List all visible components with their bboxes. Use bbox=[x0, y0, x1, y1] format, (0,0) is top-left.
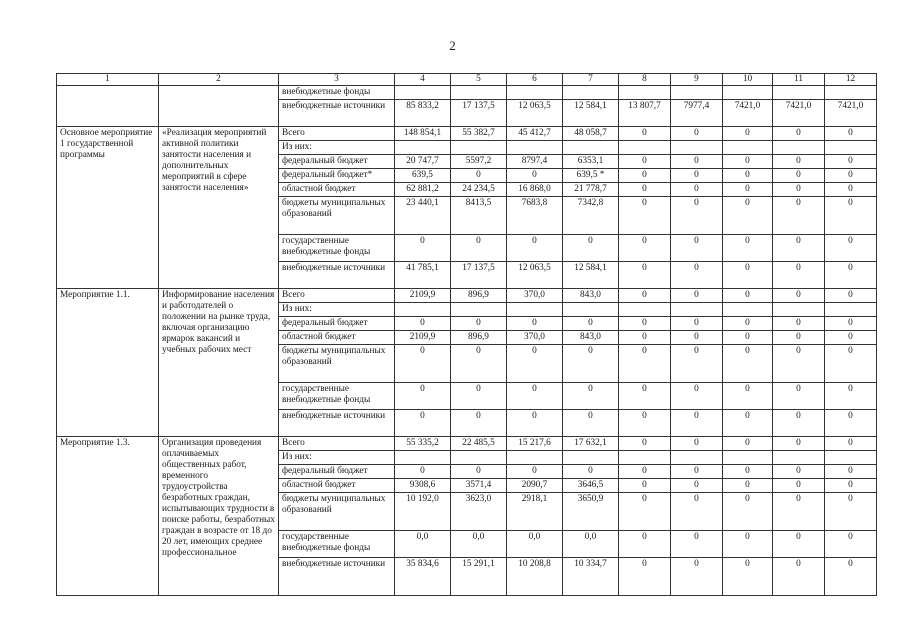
amount-cell: 0 bbox=[825, 410, 877, 437]
amount-cell: 3650,9 bbox=[563, 493, 619, 531]
amount-cell: 0 bbox=[395, 235, 451, 262]
amount-cell: 0 bbox=[671, 317, 723, 331]
amount-cell: 0 bbox=[723, 479, 773, 493]
funding-source: Всего bbox=[279, 437, 395, 451]
amount-cell: 0 bbox=[825, 197, 877, 235]
amount-cell: 48 058,7 bbox=[563, 127, 619, 141]
funding-source: внебюджетные источники bbox=[279, 100, 395, 127]
amount-cell: 0,0 bbox=[395, 531, 451, 558]
amount-cell: 23 440,1 bbox=[395, 197, 451, 235]
amount-cell: 0 bbox=[773, 289, 825, 303]
funding-source: федеральный бюджет* bbox=[279, 169, 395, 183]
amount-cell: 0 bbox=[507, 345, 563, 383]
amount-cell bbox=[773, 141, 825, 155]
activity-description: Организация проведения оплачиваемых общественных работ, временного трудоустройства безработных граждан, испытывающих трудности в поиске работы, безработных граждан в возрасте от 18 до 20 лет, имеющих среднее профессиональное bbox=[159, 437, 279, 596]
amount-cell: 0 bbox=[825, 558, 877, 596]
amount-cell: 0 bbox=[773, 127, 825, 141]
amount-cell: 0 bbox=[773, 262, 825, 289]
amount-cell: 0 bbox=[619, 531, 671, 558]
amount-cell: 0 bbox=[671, 183, 723, 197]
column-number: 2 bbox=[159, 74, 279, 86]
amount-cell: 0 bbox=[723, 289, 773, 303]
amount-cell: 0 bbox=[507, 465, 563, 479]
amount-cell: 0 bbox=[773, 437, 825, 451]
amount-cell: 370,0 bbox=[507, 331, 563, 345]
amount-cell: 0 bbox=[671, 169, 723, 183]
amount-cell: 12 584,1 bbox=[563, 262, 619, 289]
amount-cell bbox=[825, 303, 877, 317]
amount-cell: 10 334,7 bbox=[563, 558, 619, 596]
amount-cell: 639,5 bbox=[395, 169, 451, 183]
amount-cell: 0 bbox=[825, 235, 877, 262]
amount-cell bbox=[773, 86, 825, 100]
column-number: 3 bbox=[279, 74, 395, 86]
amount-cell: 0 bbox=[723, 493, 773, 531]
amount-cell: 0 bbox=[723, 558, 773, 596]
amount-cell: 0 bbox=[395, 317, 451, 331]
column-number: 11 bbox=[773, 74, 825, 86]
funding-source: Всего bbox=[279, 127, 395, 141]
amount-cell: 24 234,5 bbox=[451, 183, 507, 197]
amount-cell: 55 335,2 bbox=[395, 437, 451, 451]
amount-cell: 0 bbox=[563, 235, 619, 262]
amount-cell: 0 bbox=[723, 317, 773, 331]
funding-source: федеральный бюджет bbox=[279, 317, 395, 331]
budget-table bbox=[56, 73, 877, 596]
amount-cell: 17 632,1 bbox=[563, 437, 619, 451]
amount-cell bbox=[395, 86, 451, 100]
amount-cell: 0 bbox=[825, 383, 877, 410]
amount-cell: 0 bbox=[723, 169, 773, 183]
amount-cell: 0 bbox=[671, 289, 723, 303]
amount-cell: 0 bbox=[773, 235, 825, 262]
amount-cell: 0 bbox=[671, 558, 723, 596]
amount-cell: 0 bbox=[723, 383, 773, 410]
funding-source: федеральный бюджет bbox=[279, 465, 395, 479]
amount-cell bbox=[451, 303, 507, 317]
funding-source: бюджеты муниципальных образований bbox=[279, 493, 395, 531]
amount-cell: 16 868,0 bbox=[507, 183, 563, 197]
amount-cell bbox=[507, 451, 563, 465]
amount-cell: 0 bbox=[773, 465, 825, 479]
amount-cell: 0 bbox=[619, 383, 671, 410]
amount-cell: 0 bbox=[619, 235, 671, 262]
amount-cell bbox=[619, 303, 671, 317]
column-number: 5 bbox=[451, 74, 507, 86]
amount-cell: 0 bbox=[773, 197, 825, 235]
amount-cell bbox=[507, 86, 563, 100]
amount-cell: 0 bbox=[723, 437, 773, 451]
column-number: 10 bbox=[723, 74, 773, 86]
amount-cell: 7421,0 bbox=[825, 100, 877, 127]
amount-cell: 20 747,7 bbox=[395, 155, 451, 169]
amount-cell: 0 bbox=[563, 465, 619, 479]
amount-cell: 7342,8 bbox=[563, 197, 619, 235]
amount-cell: 0 bbox=[395, 410, 451, 437]
amount-cell: 0 bbox=[671, 262, 723, 289]
funding-source: бюджеты муниципальных образований bbox=[279, 345, 395, 383]
funding-source: внебюджетные источники bbox=[279, 558, 395, 596]
amount-cell: 0 bbox=[723, 235, 773, 262]
amount-cell: 3571,4 bbox=[451, 479, 507, 493]
funding-source: внебюджетные фонды bbox=[279, 86, 395, 100]
amount-cell: 0 bbox=[563, 383, 619, 410]
amount-cell: 0 bbox=[619, 410, 671, 437]
amount-cell: 0 bbox=[671, 479, 723, 493]
amount-cell: 17 137,5 bbox=[451, 100, 507, 127]
amount-cell: 0 bbox=[723, 262, 773, 289]
amount-cell bbox=[671, 451, 723, 465]
amount-cell bbox=[395, 141, 451, 155]
amount-cell: 15 217,6 bbox=[507, 437, 563, 451]
amount-cell: 0 bbox=[671, 531, 723, 558]
amount-cell: 22 485,5 bbox=[451, 437, 507, 451]
amount-cell bbox=[507, 303, 563, 317]
amount-cell: 0 bbox=[619, 127, 671, 141]
amount-cell: 0 bbox=[619, 493, 671, 531]
amount-cell: 0 bbox=[619, 558, 671, 596]
amount-cell: 0 bbox=[773, 331, 825, 345]
column-number: 1 bbox=[57, 74, 159, 86]
amount-cell: 0 bbox=[773, 155, 825, 169]
amount-cell: 2090,7 bbox=[507, 479, 563, 493]
amount-cell: 0 bbox=[507, 235, 563, 262]
amount-cell: 7421,0 bbox=[773, 100, 825, 127]
amount-cell: 0 bbox=[395, 383, 451, 410]
amount-cell: 843,0 bbox=[563, 331, 619, 345]
amount-cell: 7683,8 bbox=[507, 197, 563, 235]
amount-cell: 0 bbox=[507, 169, 563, 183]
amount-cell: 0 bbox=[671, 465, 723, 479]
amount-cell: 0 bbox=[825, 289, 877, 303]
activity-description: «Реализация мероприятий активной политики занятости населения и дополнительных мероприятий в сфере занятости населения» bbox=[159, 127, 279, 289]
amount-cell: 0 bbox=[451, 345, 507, 383]
amount-cell: 7421,0 bbox=[723, 100, 773, 127]
amount-cell: 55 382,7 bbox=[451, 127, 507, 141]
amount-cell: 0 bbox=[723, 183, 773, 197]
amount-cell: 0 bbox=[619, 169, 671, 183]
amount-cell: 0 bbox=[563, 410, 619, 437]
amount-cell: 0 bbox=[507, 317, 563, 331]
column-number: 12 bbox=[825, 74, 877, 86]
amount-cell: 0 bbox=[451, 317, 507, 331]
table-body bbox=[57, 86, 877, 596]
funding-source: внебюджетные источники bbox=[279, 262, 395, 289]
amount-cell: 148 854,1 bbox=[395, 127, 451, 141]
amount-cell bbox=[507, 141, 563, 155]
amount-cell: 0 bbox=[773, 169, 825, 183]
amount-cell: 8797,4 bbox=[507, 155, 563, 169]
activity-name bbox=[57, 86, 159, 127]
amount-cell: 896,9 bbox=[451, 289, 507, 303]
amount-cell bbox=[619, 451, 671, 465]
amount-cell bbox=[723, 451, 773, 465]
amount-cell: 896,9 bbox=[451, 331, 507, 345]
funding-source: федеральный бюджет bbox=[279, 155, 395, 169]
amount-cell: 0 bbox=[773, 479, 825, 493]
amount-cell: 12 063,5 bbox=[507, 100, 563, 127]
amount-cell: 0 bbox=[619, 183, 671, 197]
amount-cell: 0 bbox=[773, 317, 825, 331]
amount-cell: 41 785,1 bbox=[395, 262, 451, 289]
column-number: 9 bbox=[671, 74, 723, 86]
amount-cell: 8413,5 bbox=[451, 197, 507, 235]
amount-cell bbox=[563, 303, 619, 317]
amount-cell bbox=[451, 451, 507, 465]
amount-cell: 17 137,5 bbox=[451, 262, 507, 289]
amount-cell: 0 bbox=[395, 465, 451, 479]
amount-cell: 62 881,2 bbox=[395, 183, 451, 197]
funding-source: Из них: bbox=[279, 303, 395, 317]
amount-cell: 0 bbox=[723, 127, 773, 141]
amount-cell: 370,0 bbox=[507, 289, 563, 303]
activity-name: Мероприятие 1.3. bbox=[57, 437, 159, 596]
table-row bbox=[57, 127, 877, 141]
amount-cell: 0 bbox=[773, 383, 825, 410]
amount-cell bbox=[395, 303, 451, 317]
amount-cell: 5597,2 bbox=[451, 155, 507, 169]
amount-cell: 3623,0 bbox=[451, 493, 507, 531]
amount-cell: 6353,1 bbox=[563, 155, 619, 169]
funding-source: государственные внебюджетные фонды bbox=[279, 531, 395, 558]
funding-source: областной бюджет bbox=[279, 183, 395, 197]
amount-cell bbox=[451, 141, 507, 155]
funding-source: Из них: bbox=[279, 451, 395, 465]
amount-cell: 0 bbox=[619, 465, 671, 479]
funding-source: Всего bbox=[279, 289, 395, 303]
amount-cell: 0 bbox=[619, 262, 671, 289]
amount-cell: 0 bbox=[723, 345, 773, 383]
amount-cell: 0 bbox=[671, 383, 723, 410]
amount-cell: 0 bbox=[825, 437, 877, 451]
amount-cell: 843,0 bbox=[563, 289, 619, 303]
amount-cell bbox=[723, 303, 773, 317]
amount-cell: 0 bbox=[451, 465, 507, 479]
activity-description: Информирование населения и работодателей о положении на рынке труда, включая организацию ярмарок вакансий и учебных рабочих мест bbox=[159, 289, 279, 437]
amount-cell: 0 bbox=[619, 479, 671, 493]
table-row bbox=[57, 289, 877, 303]
amount-cell: 0 bbox=[723, 197, 773, 235]
funding-source: Из них: bbox=[279, 141, 395, 155]
amount-cell: 12 584,1 bbox=[563, 100, 619, 127]
amount-cell: 0 bbox=[723, 465, 773, 479]
amount-cell bbox=[563, 141, 619, 155]
amount-cell: 0 bbox=[619, 437, 671, 451]
amount-cell: 3646,5 bbox=[563, 479, 619, 493]
amount-cell: 0 bbox=[825, 331, 877, 345]
amount-cell: 0 bbox=[773, 531, 825, 558]
amount-cell: 0 bbox=[563, 317, 619, 331]
column-number: 4 bbox=[395, 74, 451, 86]
amount-cell: 0 bbox=[773, 345, 825, 383]
amount-cell: 0 bbox=[619, 331, 671, 345]
amount-cell: 0 bbox=[773, 493, 825, 531]
amount-cell: 0,0 bbox=[563, 531, 619, 558]
amount-cell bbox=[619, 141, 671, 155]
funding-source: государственные внебюджетные фонды bbox=[279, 235, 395, 262]
amount-cell bbox=[451, 86, 507, 100]
amount-cell: 0 bbox=[671, 345, 723, 383]
amount-cell: 0 bbox=[619, 345, 671, 383]
amount-cell bbox=[671, 86, 723, 100]
amount-cell: 0 bbox=[773, 558, 825, 596]
amount-cell: 0 bbox=[723, 155, 773, 169]
amount-cell: 0 bbox=[773, 410, 825, 437]
amount-cell bbox=[395, 451, 451, 465]
amount-cell bbox=[825, 86, 877, 100]
amount-cell: 0 bbox=[451, 169, 507, 183]
funding-source: государственные внебюджетные фонды bbox=[279, 383, 395, 410]
amount-cell: 0 bbox=[723, 331, 773, 345]
amount-cell: 0 bbox=[825, 155, 877, 169]
funding-source: областной бюджет bbox=[279, 331, 395, 345]
amount-cell bbox=[723, 141, 773, 155]
amount-cell: 2918,1 bbox=[507, 493, 563, 531]
amount-cell: 0 bbox=[825, 345, 877, 383]
amount-cell: 35 834,6 bbox=[395, 558, 451, 596]
page-number: 2 bbox=[449, 38, 456, 53]
amount-cell: 0 bbox=[825, 493, 877, 531]
amount-cell: 0 bbox=[671, 493, 723, 531]
amount-cell: 0 bbox=[671, 197, 723, 235]
amount-cell: 0 bbox=[671, 410, 723, 437]
amount-cell: 0 bbox=[671, 331, 723, 345]
amount-cell: 0 bbox=[507, 410, 563, 437]
amount-cell: 85 833,2 bbox=[395, 100, 451, 127]
amount-cell bbox=[619, 86, 671, 100]
amount-cell: 0 bbox=[825, 183, 877, 197]
column-number-row bbox=[57, 74, 877, 86]
amount-cell: 0 bbox=[507, 383, 563, 410]
amount-cell: 15 291,1 bbox=[451, 558, 507, 596]
amount-cell bbox=[671, 303, 723, 317]
activity-description bbox=[159, 86, 279, 127]
amount-cell: 0 bbox=[671, 155, 723, 169]
amount-cell: 0,0 bbox=[507, 531, 563, 558]
amount-cell: 0 bbox=[451, 410, 507, 437]
table-row bbox=[57, 437, 877, 451]
activity-name: Основное мероприятие 1 государственной программы bbox=[57, 127, 159, 289]
funding-source: областной бюджет bbox=[279, 479, 395, 493]
funding-source: бюджеты муниципальных образований bbox=[279, 197, 395, 235]
amount-cell: 0 bbox=[773, 183, 825, 197]
activity-name: Мероприятие 1.1. bbox=[57, 289, 159, 437]
amount-cell: 0 bbox=[619, 197, 671, 235]
amount-cell: 0 bbox=[671, 127, 723, 141]
column-number: 7 bbox=[563, 74, 619, 86]
amount-cell: 0 bbox=[825, 479, 877, 493]
amount-cell bbox=[563, 451, 619, 465]
amount-cell: 0 bbox=[825, 465, 877, 479]
amount-cell: 0 bbox=[451, 383, 507, 410]
amount-cell bbox=[825, 141, 877, 155]
amount-cell: 0 bbox=[825, 169, 877, 183]
amount-cell: 0 bbox=[563, 345, 619, 383]
column-number: 8 bbox=[619, 74, 671, 86]
amount-cell: 639,5 * bbox=[563, 169, 619, 183]
amount-cell: 0 bbox=[723, 531, 773, 558]
amount-cell: 0 bbox=[619, 317, 671, 331]
column-number: 6 bbox=[507, 74, 563, 86]
amount-cell: 7977,4 bbox=[671, 100, 723, 127]
amount-cell bbox=[825, 451, 877, 465]
amount-cell: 10 192,0 bbox=[395, 493, 451, 531]
amount-cell: 45 412,7 bbox=[507, 127, 563, 141]
amount-cell: 0 bbox=[619, 155, 671, 169]
amount-cell: 0 bbox=[825, 262, 877, 289]
amount-cell: 0 bbox=[671, 235, 723, 262]
amount-cell: 2109,9 bbox=[395, 331, 451, 345]
amount-cell: 0 bbox=[723, 410, 773, 437]
amount-cell: 0,0 bbox=[451, 531, 507, 558]
amount-cell: 0 bbox=[671, 437, 723, 451]
amount-cell: 0 bbox=[451, 235, 507, 262]
amount-cell bbox=[773, 451, 825, 465]
amount-cell bbox=[671, 141, 723, 155]
amount-cell: 0 bbox=[619, 289, 671, 303]
amount-cell: 10 208,8 bbox=[507, 558, 563, 596]
amount-cell: 0 bbox=[825, 317, 877, 331]
amount-cell: 0 bbox=[395, 345, 451, 383]
funding-source: внебюджетные источники bbox=[279, 410, 395, 437]
table-row bbox=[57, 86, 877, 100]
amount-cell: 21 778,7 bbox=[563, 183, 619, 197]
amount-cell: 0 bbox=[825, 531, 877, 558]
amount-cell bbox=[773, 303, 825, 317]
amount-cell: 2109,9 bbox=[395, 289, 451, 303]
amount-cell: 13 807,7 bbox=[619, 100, 671, 127]
amount-cell: 0 bbox=[825, 127, 877, 141]
amount-cell bbox=[563, 86, 619, 100]
amount-cell: 9308,6 bbox=[395, 479, 451, 493]
amount-cell bbox=[723, 86, 773, 100]
amount-cell: 12 063,5 bbox=[507, 262, 563, 289]
